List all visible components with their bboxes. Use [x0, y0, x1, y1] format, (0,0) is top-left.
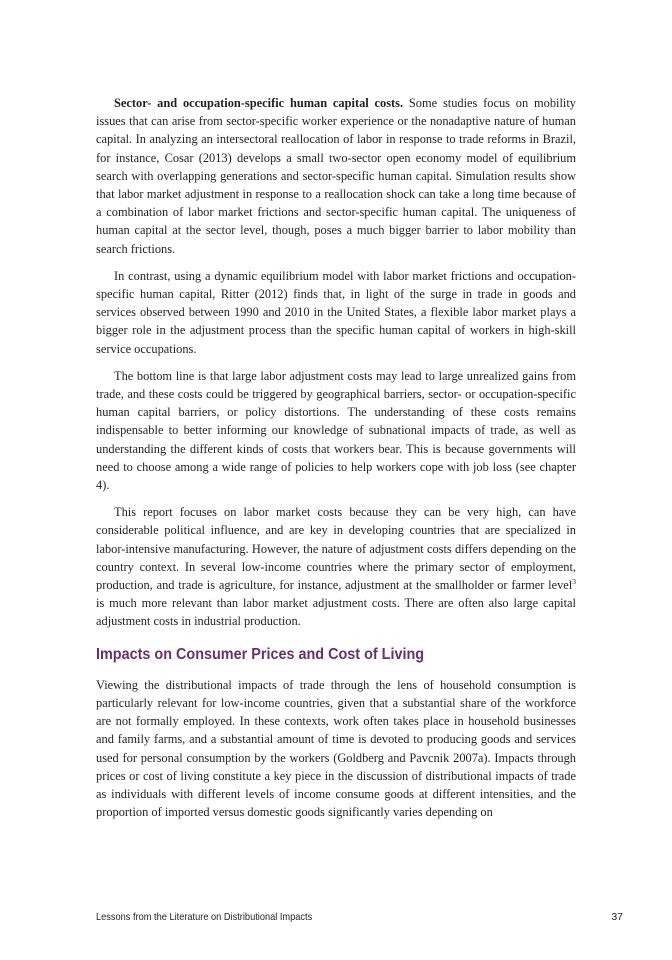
paragraph-text: This report focuses on labor market costs because they can be very high, can have considerable political influence, and are key in developing countries that are specialized in labor-intensive manufacturing. However, the nature of adjustment costs differs depending on the country context. In several low-income countries where the primary sector of employment, production, and trade is agriculture, for instance, adjustment at the smallholder or farmer level: [96, 505, 576, 593]
page-number: 37: [611, 911, 623, 923]
paragraph-consumption: [96, 676, 576, 822]
paragraph-text: is much more relevant than labor market adjustment costs. There are often also large capital adjustment costs in industrial production.: [96, 596, 576, 629]
paragraph-text: Viewing the distributional impacts of trade through the lens of household consumption is particularly relevant for low-income countries, given that a substantial share of the workforce are not formally employed. In these contexts, work often takes place in household businesses and family farms, and a substantial amount of time is devoted to producing goods and services used for personal consumption by the workers (Goldberg and Pavcnik 2007a). Impacts through prices or cost of living constitute a key piece in the discussion of distributional impacts of trade as individuals with different levels of income consume goods at different intensities, and the proportion of imported versus domestic goods significantly varies depending on: [96, 677, 576, 820]
paragraph-text: Some studies focus on mobility issues that can arise from sector-specific worker experience or the nonadaptive nature of human capital. In analyzing an intersectoral reallocation of labor in response to trade reforms in Brazil, for instance, Cosar (2013) develops a small two-sector open economy model of equilibrium search with overlapping generations and sector-specific human capital. Simulation results show that labor market adjustment in response to a reallocation shock can take a long time because of a combination of labor market frictions and sector-specific human capital. The uniqueness of human capital at the sector level, though, poses a much bigger barrier to labor mobility than search frictions.: [96, 96, 576, 256]
section-heading: Impacts on Consumer Prices and Cost of Living: [96, 645, 425, 663]
paragraph-human-capital-costs: [96, 94, 576, 258]
paragraph-report-focus: [96, 503, 576, 630]
paragraph-text: The bottom line is that large labor adjustment costs may lead to large unrealized gains from trade, and these costs could be triggered by geographical barriers, sector- or occupation-specific human capital barriers, or policy distortions. The understanding of these costs remains indispensable to better informing our knowledge of subnational impacts of trade, as well as understanding the different kinds of costs that workers bear. This is because governments will need to choose among a wide range of policies to help workers cope with job loss (see chapter 4).: [96, 368, 576, 493]
paragraph-ritter: [96, 267, 576, 358]
run-in-heading: Sector- and occupation-specific human capital costs.: [114, 96, 404, 110]
paragraph-text: In contrast, using a dynamic equilibrium model with labor market frictions and occupation-specific human capital, Ritter (2012) finds that, in light of the surge in trade in goods and services observed between 1990 and 2010 in the United States, a flexible labor market plays a bigger role in the adjustment process than the specific human capital of workers in high-skill service occupations.: [96, 268, 576, 356]
footnote-marker[interactable]: 3: [572, 576, 576, 586]
page-body: [96, 94, 576, 830]
paragraph-bottom-line: [96, 367, 576, 494]
running-footer-title: Lessons from the Literature on Distributional Impacts: [96, 911, 313, 923]
